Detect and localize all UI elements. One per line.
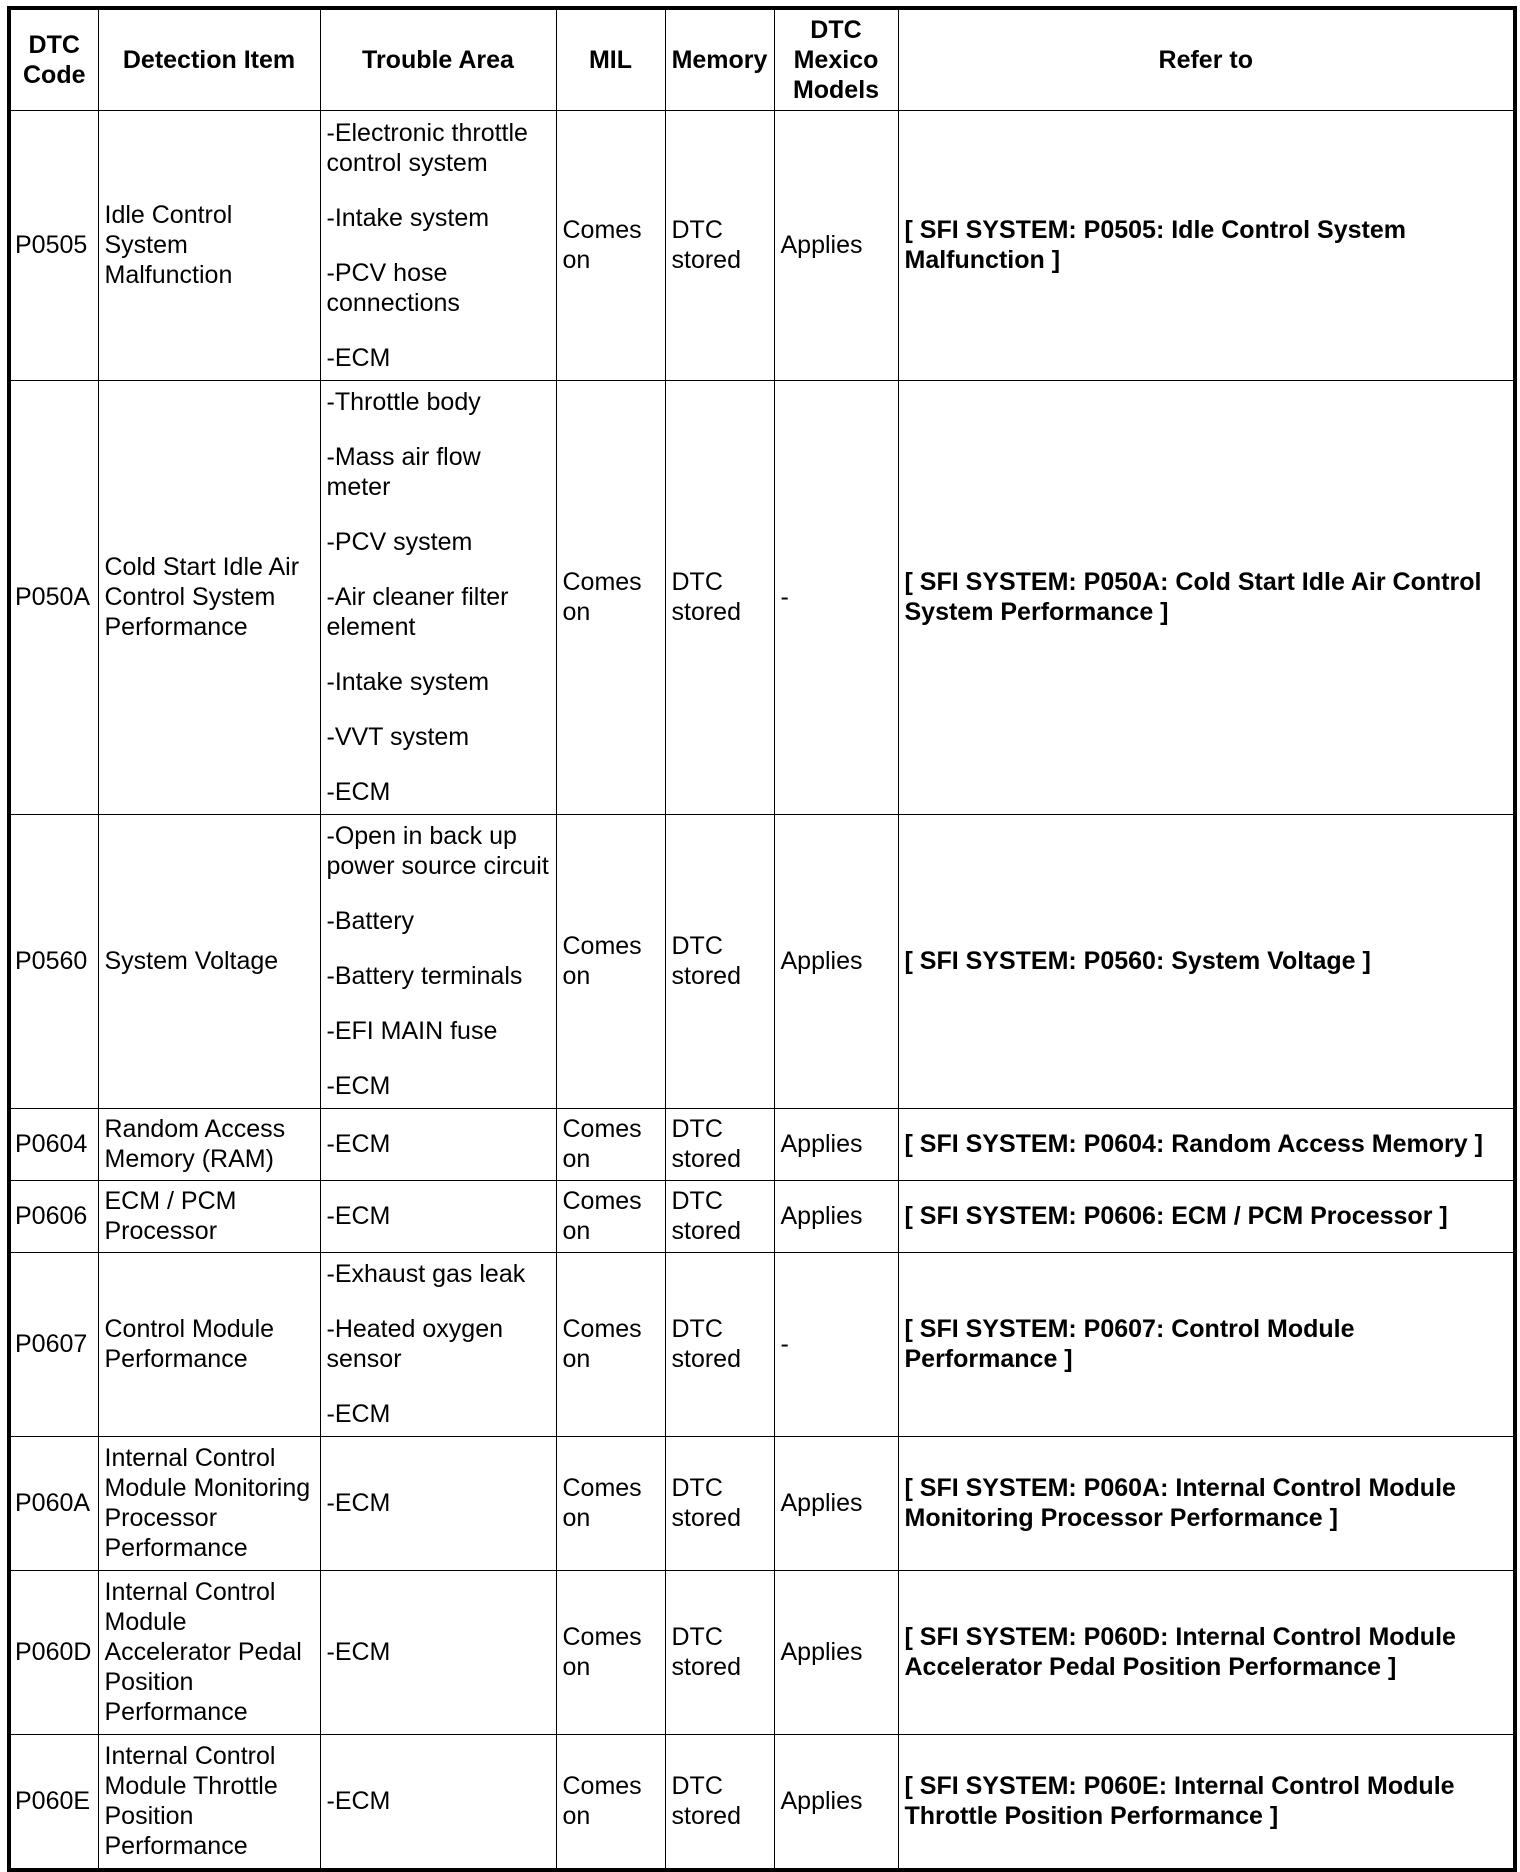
mexico-models-cell: - (774, 1252, 898, 1436)
trouble-area-item: -ECM (326, 1787, 391, 1816)
memory-cell: DTC stored (665, 1436, 774, 1570)
refer-to-cell: [ SFI SYSTEM: P0607: Control Module Performance ] (898, 1252, 1515, 1436)
mexico-models-cell: Applies (774, 1734, 898, 1870)
header-memory: Memory (665, 8, 774, 110)
trouble-area-item: -ECM (326, 1400, 391, 1428)
trouble-area-item: -ECM (326, 1202, 391, 1230)
mil-cell: Comes on (556, 110, 665, 380)
dtc-code-cell: P060A (9, 1436, 98, 1570)
trouble-area-cell (320, 1180, 556, 1252)
trouble-area-list (327, 821, 550, 1101)
memory-cell: DTC stored (665, 814, 774, 1108)
trouble-area-item: -ECM (326, 1489, 391, 1517)
trouble-area-item: -Intake system (326, 203, 490, 232)
dtc-code-cell: P0607 (9, 1252, 98, 1436)
mexico-models-cell: Applies (774, 1436, 898, 1570)
table-row (9, 110, 1515, 380)
trouble-area-cell (320, 1570, 556, 1734)
memory-cell: DTC stored (665, 380, 774, 814)
dtc-code-cell: P050A (9, 380, 98, 814)
memory-cell: DTC stored (665, 1570, 774, 1734)
detection-item-cell: Control Module Performance (98, 1252, 320, 1436)
table-row (9, 1180, 1515, 1252)
trouble-area-item: -Heated oxygen sensor (326, 1315, 504, 1373)
mexico-models-cell: Applies (774, 1570, 898, 1734)
dtc-table-body (9, 110, 1515, 1870)
memory-cell: DTC stored (665, 1734, 774, 1870)
mil-cell: Comes on (556, 814, 665, 1108)
trouble-area-cell (320, 1252, 556, 1436)
trouble-area-list (327, 118, 550, 373)
detection-item-cell: Idle Control System Malfunction (98, 110, 320, 380)
header-refer-to: Refer to (898, 8, 1515, 110)
memory-cell: DTC stored (665, 110, 774, 380)
trouble-area-item: -ECM (326, 343, 391, 372)
dtc-code-cell: P060E (9, 1734, 98, 1870)
mexico-models-cell: Applies (774, 110, 898, 380)
memory-cell: DTC stored (665, 1108, 774, 1180)
trouble-area-item: -Mass air flow meter (326, 443, 481, 501)
trouble-area-item: -Air cleaner filter element (326, 583, 509, 641)
refer-to-cell: [ SFI SYSTEM: P060A: Internal Control Module Monitoring Processor Performance ] (898, 1436, 1515, 1570)
trouble-area-item: -PCV system (326, 528, 473, 556)
trouble-area-item: -Intake system (326, 668, 490, 696)
refer-to-cell: [ SFI SYSTEM: P050A: Cold Start Idle Air Control System Performance ] (898, 380, 1515, 814)
header-mil: MIL (556, 8, 665, 110)
detection-item-cell: Cold Start Idle Air Control System Performance (98, 380, 320, 814)
trouble-area-cell (320, 1108, 556, 1180)
detection-item-cell: Internal Control Module Accelerator Pedal Position Performance (98, 1570, 320, 1734)
mil-cell: Comes on (556, 380, 665, 814)
mexico-models-cell: - (774, 380, 898, 814)
trouble-area-item: -ECM (326, 1072, 391, 1100)
refer-to-cell: [ SFI SYSTEM: P0604: Random Access Memory ] (898, 1108, 1515, 1180)
detection-item-cell: Internal Control Module Throttle Position Performance (98, 1734, 320, 1870)
trouble-area-list (327, 1637, 550, 1667)
table-row (9, 1252, 1515, 1436)
trouble-area-item: -Battery terminals (326, 962, 523, 990)
trouble-area-list (327, 1129, 550, 1159)
mil-cell: Comes on (556, 1436, 665, 1570)
mil-cell: Comes on (556, 1734, 665, 1870)
header-trouble-area: Trouble Area (320, 8, 556, 110)
trouble-area-list (327, 1786, 550, 1816)
trouble-area-cell (320, 1734, 556, 1870)
trouble-area-list (327, 1488, 550, 1518)
trouble-area-item: -PCV hose connections (326, 258, 460, 317)
dtc-code-cell: P0560 (9, 814, 98, 1108)
table-row (9, 1108, 1515, 1180)
detection-item-cell: ECM / PCM Processor (98, 1180, 320, 1252)
dtc-code-cell: P0604 (9, 1108, 98, 1180)
table-row (9, 814, 1515, 1108)
detection-item-cell: System Voltage (98, 814, 320, 1108)
refer-to-cell: [ SFI SYSTEM: P0505: Idle Control System Malfunction ] (898, 110, 1515, 380)
trouble-area-cell (320, 1436, 556, 1570)
dtc-code-cell: P0606 (9, 1180, 98, 1252)
mexico-models-cell: Applies (774, 1180, 898, 1252)
mexico-models-cell: Applies (774, 814, 898, 1108)
trouble-area-item: -EFI MAIN fuse (326, 1017, 498, 1045)
refer-to-cell: [ SFI SYSTEM: P0560: System Voltage ] (898, 814, 1515, 1108)
detection-item-cell: Random Access Memory (RAM) (98, 1108, 320, 1180)
mil-cell: Comes on (556, 1108, 665, 1180)
header-detection-item: Detection Item (98, 8, 320, 110)
mil-cell: Comes on (556, 1252, 665, 1436)
dtc-code-cell: P0505 (9, 110, 98, 380)
trouble-area-list (327, 1259, 550, 1429)
trouble-area-list (327, 1201, 550, 1231)
table-row (9, 1570, 1515, 1734)
refer-to-cell: [ SFI SYSTEM: P060E: Internal Control Module Throttle Position Performance ] (898, 1734, 1515, 1870)
header-dtc-mexico-models: DTC Mexico Models (774, 8, 898, 110)
refer-to-cell: [ SFI SYSTEM: P0606: ECM / PCM Processor ] (898, 1180, 1515, 1252)
table-row (9, 1436, 1515, 1570)
mil-cell: Comes on (556, 1570, 665, 1734)
trouble-area-item: -ECM (326, 778, 391, 806)
trouble-area-item: -ECM (326, 1130, 391, 1158)
header-row (9, 8, 1515, 110)
trouble-area-cell (320, 814, 556, 1108)
header-dtc-code: DTC Code (9, 8, 98, 110)
trouble-area-item: -Electronic throttle control system (326, 118, 528, 177)
refer-to-cell: [ SFI SYSTEM: P060D: Internal Control Module Accelerator Pedal Position Performance ] (898, 1570, 1515, 1734)
trouble-area-item: -ECM (326, 1638, 391, 1666)
dtc-table (7, 6, 1517, 1872)
trouble-area-cell (320, 110, 556, 380)
trouble-area-item: -Throttle body (326, 388, 481, 416)
trouble-area-cell (320, 380, 556, 814)
trouble-area-item: -VVT system (326, 723, 470, 751)
memory-cell: DTC stored (665, 1252, 774, 1436)
detection-item-cell: Internal Control Module Monitoring Processor Performance (98, 1436, 320, 1570)
trouble-area-item: -Exhaust gas leak (326, 1260, 526, 1288)
trouble-area-list (327, 387, 550, 807)
table-row (9, 1734, 1515, 1870)
table-row (9, 380, 1515, 814)
memory-cell: DTC stored (665, 1180, 774, 1252)
dtc-code-cell: P060D (9, 1570, 98, 1734)
mil-cell: Comes on (556, 1180, 665, 1252)
trouble-area-item: -Open in back up power source circuit (326, 822, 549, 880)
mexico-models-cell: Applies (774, 1108, 898, 1180)
trouble-area-item: -Battery (326, 907, 415, 935)
